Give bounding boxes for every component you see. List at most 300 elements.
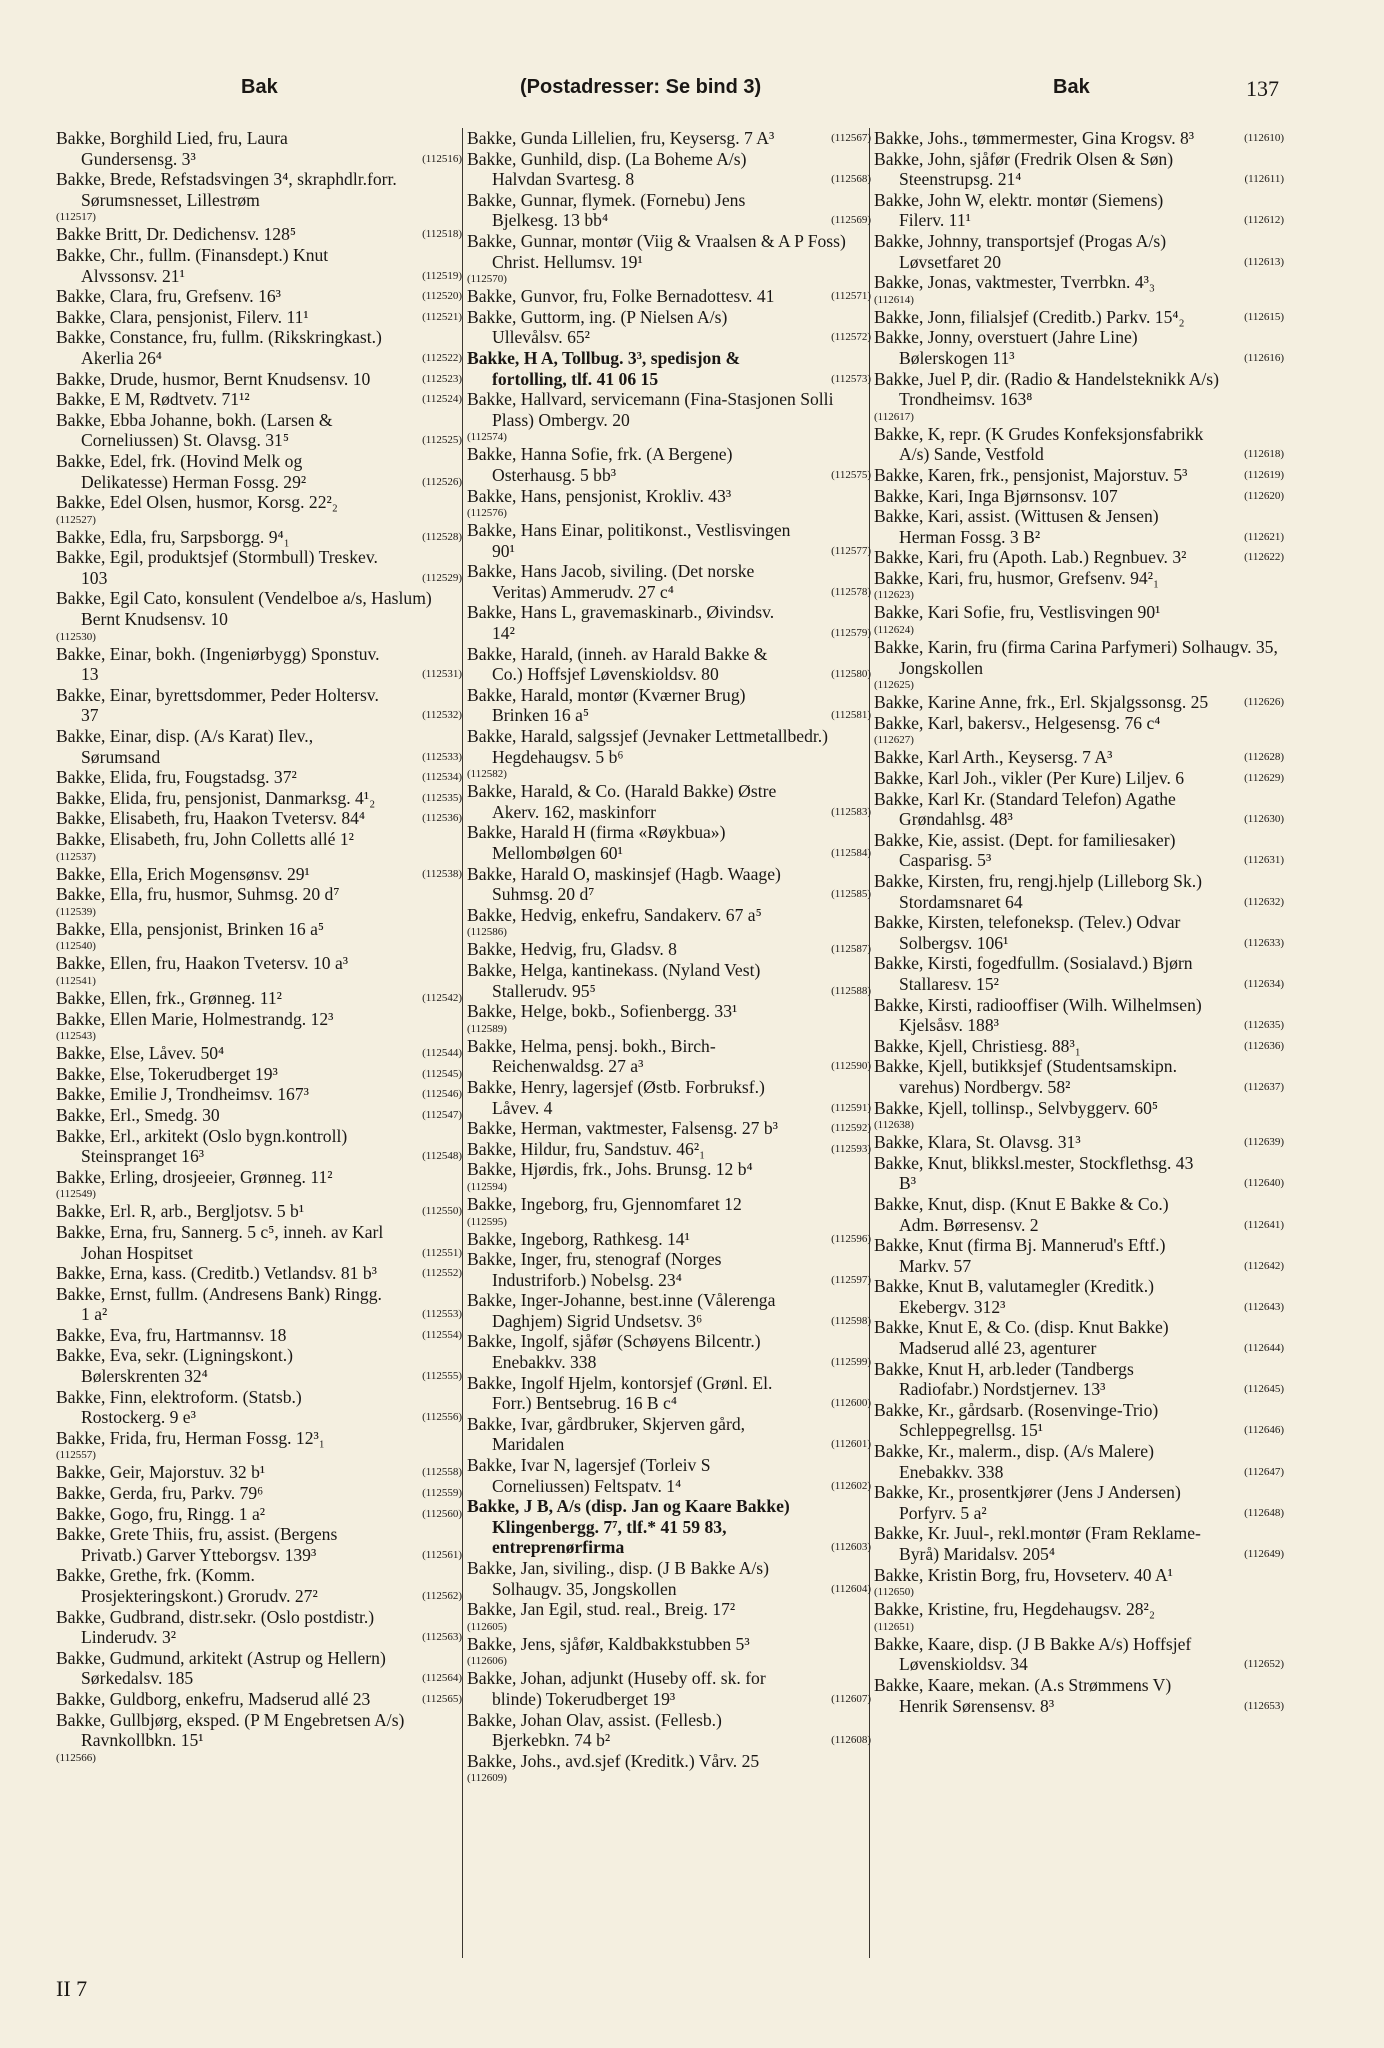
entry-code: (112520) <box>422 290 462 303</box>
entry-text: Bakke, Helga, kantinekass. (Nyland Vest) Stallerudv. 95⁵ <box>467 959 761 1001</box>
entry-code: (112582) <box>467 768 507 781</box>
entry-code: (112560) <box>422 1507 462 1520</box>
entry-text: Bakke, Kari, Inga Bjørnsonsv. 107 <box>874 485 1118 506</box>
footer-mark: II 7 <box>56 1976 88 2001</box>
entry-code: (112558) <box>422 1466 462 1479</box>
entry-text: Bakke, Karen, frk., pensjonist, Majorstuv. 5³ <box>874 464 1188 485</box>
entry-text: Bakke, Jonny, overstuert (Jahre Line) Bølerskogen 11³ <box>874 327 1138 368</box>
entry-text: Bakke, Eva, sekr. (Ligningskont.) Bølerskrenten 32⁴ <box>56 1345 293 1387</box>
entry-text: Bakke, Ivar N, lagersjef (Torleiv S Corneliussen) Feltspatv. 1⁴ <box>467 1455 711 1496</box>
entry-code: (112559) <box>422 1487 462 1500</box>
entry-text: Bakke, Knut H, arb.leder (Tandbergs Radiofabr.) Nordstjernev. 13³ <box>874 1358 1134 1400</box>
directory-entry <box>874 231 1284 272</box>
directory-entry <box>874 369 1284 424</box>
entry-text: Bakke, Erl. R, arb., Bergljotsv. 5 b¹ <box>56 1201 305 1222</box>
entry-text: Bakke, Johs., tømmermester, Gina Krogsv. 8³ <box>874 128 1195 148</box>
entry-text: Bakke, Gudbrand, distr.sekr. (Oslo postdistr.) Linderudv. 3² <box>56 1606 375 1648</box>
entry-text: Bakke, Kjell, tollinsp., Selvbyggerv. 60⁵ <box>874 1097 1159 1118</box>
entry-code: (112642) <box>1244 1259 1284 1272</box>
entry-code: (112649) <box>1244 1548 1284 1560</box>
directory-entry <box>56 1565 462 1606</box>
entry-text: Bakke, John, sjåfør (Fredrik Olsen & Søn) Steenstrupsg. 21⁴ <box>874 148 1174 190</box>
directory-entry <box>56 1201 462 1222</box>
entry-code: (112641) <box>1244 1218 1284 1231</box>
entry-code: (112612) <box>1244 214 1284 227</box>
entry-text: Bakke, Knut B, valutamegler (Kreditk.) Ekebergv. 312³ <box>874 1276 1154 1317</box>
entry-text: Bakke, Ingolf, sjåfør (Schøyens Bilcentr.) Enebakkv. 338 <box>467 1331 761 1373</box>
directory-entry <box>467 1001 871 1036</box>
entry-code: (112637) <box>1244 1080 1284 1093</box>
entry-code: (112579) <box>831 627 871 640</box>
entry-code: (112616) <box>1244 351 1284 364</box>
directory-entry <box>56 547 462 588</box>
directory-entry <box>874 1276 1284 1317</box>
entry-text: Bakke, Jan, siviling., disp. (J B Bakke A/s) Solhaugv. 35, Jongskollen <box>467 1558 770 1599</box>
entry-code: (112635) <box>1244 1019 1284 1032</box>
directory-entry <box>874 747 1284 768</box>
entry-text: Bakke, Kr. Juul-, rekl.montør (Fram Reklame-Byrå) Maridalsv. 205⁴ <box>874 1523 1201 1564</box>
entry-text: Bakke, E M, Rødtvetv. 71¹² <box>56 389 250 410</box>
column-2 <box>467 128 871 1785</box>
entry-code: (112593) <box>831 1142 871 1155</box>
entry-text: Bakke, Hildur, fru, Sandstuv. 46²₁ <box>467 1138 706 1159</box>
entry-code: (112532) <box>422 709 462 722</box>
entry-text: Bakke, Clara, pensjonist, Filerv. 11¹ <box>56 306 309 327</box>
entry-code: (112617) <box>874 410 914 423</box>
directory-entry <box>874 1634 1284 1675</box>
entry-code: (112605) <box>467 1620 507 1633</box>
directory-entry <box>874 871 1284 912</box>
directory-entry <box>56 919 462 954</box>
entry-text: Bakke, Johs., avd.sjef (Kreditk.) Vårv. 25 <box>467 1750 760 1771</box>
entry-code: (112568) <box>831 173 871 186</box>
entry-text: Bakke, Einar, disp. (A/s Karat) Ilev., Sørumsand <box>56 726 314 767</box>
entry-text: Bakke, Klara, St. Olavsg. 31³ <box>874 1132 1081 1153</box>
directory-entry <box>467 1229 871 1250</box>
entry-code: (112569) <box>831 214 871 227</box>
directory-entry <box>56 1284 462 1325</box>
entry-code: (112648) <box>1244 1506 1284 1519</box>
directory-entry <box>56 369 462 390</box>
entry-code: (112602) <box>831 1479 871 1492</box>
entry-text: Bakke, Kirsti, fogedfullm. (Sosialavd.) Bjørn Stallaresv. 15² <box>874 953 1193 994</box>
directory-entry <box>874 1359 1284 1400</box>
entry-text: Bakke, Kr., malerm., disp. (A/s Malere) Enebakkv. 338 <box>874 1441 1154 1482</box>
directory-entry <box>874 637 1284 692</box>
entry-code: (112618) <box>1244 448 1284 461</box>
directory-entry <box>467 149 871 190</box>
entry-code: (112537) <box>56 850 96 863</box>
directory-entry <box>56 1126 462 1167</box>
entry-text: Bakke, Hanna Sofie, frk. (A Bergene) Osterhausg. 5 bb³ <box>467 444 733 485</box>
entry-text: Bakke, K, repr. (K Grudes Konfeksjonsfabrikk A/s) Sande, Vestfold <box>874 423 1204 465</box>
entry-text: Bakke, Kr., prosentkjører (Jens J Andersen) Porfyrv. 5 a² <box>874 1482 1181 1523</box>
entry-text: Bakke, Ivar, gårdbruker, Skjerven gård, Maridalen <box>467 1413 746 1455</box>
entry-code: (112588) <box>831 984 871 997</box>
entry-text: Bakke, Erling, drosjeeier, Grønneg. 11² <box>56 1166 333 1187</box>
entry-text: Bakke, Kjell, butikksjef (Studentsamskipn. varehus) Nordbergv. 58² <box>874 1056 1177 1097</box>
entry-code: (112600) <box>831 1397 871 1410</box>
header-right-keyword: Bak <box>1053 76 1090 98</box>
entry-text: Bakke, Kirsten, fru, rengj.hjelp (Lilleborg Sk.) Stordamsnaret 64 <box>874 871 1203 912</box>
entry-text: Bakke, Kristin Borg, fru, Hovseterv. 40 A¹ <box>874 1564 1173 1585</box>
directory-entry <box>56 1689 462 1710</box>
entry-code: (112632) <box>1244 895 1284 908</box>
directory-entry <box>56 808 462 829</box>
entry-code: (112586) <box>467 926 507 939</box>
directory-entry <box>874 424 1284 465</box>
entry-code: (112607) <box>831 1692 871 1705</box>
entry-code: (112652) <box>1244 1658 1284 1671</box>
entry-code: (112543) <box>56 1030 96 1043</box>
entry-text: Bakke, Harald, (inneh. av Harald Bakke & Co.) Hoffsjef Løvenskioldsv. 80 <box>467 643 768 685</box>
directory-entry <box>874 272 1284 307</box>
entry-code: (112533) <box>422 750 462 763</box>
entry-text: Bakke, Ella, fru, husmor, Suhmsg. 20 d⁷ <box>56 884 340 905</box>
directory-entry <box>56 1222 462 1263</box>
entry-code: (112626) <box>1244 696 1284 709</box>
directory-entry <box>56 1387 462 1428</box>
entry-text: Bakke, Hedvig, fru, Gladsv. 8 <box>467 939 677 960</box>
entry-code: (112589) <box>467 1022 507 1035</box>
directory-entry <box>56 1607 462 1648</box>
entry-text: Bakke, Hallvard, servicemann (Fina-Stasjonen Solli Plass) Ombergv. 20 <box>467 389 834 430</box>
directory-entry <box>56 884 462 919</box>
directory-entry <box>467 781 871 822</box>
entry-code: (112526) <box>422 475 462 488</box>
directory-entry <box>874 128 1284 149</box>
entry-text: Bakke, Kaare, disp. (J B Bakke A/s) Hoffsjef Løvenskioldsv. 34 <box>874 1633 1192 1675</box>
entry-text: Bakke, Guldborg, enkefru, Madserud allé 23 <box>56 1688 371 1709</box>
entry-text: Bakke, Egil, produktsjef (Stormbull) Treskev. 103 <box>56 547 378 588</box>
directory-entry <box>467 685 871 726</box>
entry-text: Bakke, Karl Kr. (Standard Telefon) Agathe Grøndahlsg. 48³ <box>874 788 1176 830</box>
directory-entry <box>467 822 871 863</box>
directory-entry <box>467 1159 871 1194</box>
entry-code: (112583) <box>831 805 871 818</box>
directory-entry <box>56 864 462 885</box>
directory-entry <box>874 1523 1284 1564</box>
entry-text: Bakke, J B, A/s (disp. Jan og Kaare Bakke) Klingenbergg. 7⁷, tlf.* 41 59 83, entreprenørfirma <box>467 1496 790 1558</box>
directory-entry <box>467 190 871 231</box>
directory-entry <box>874 1400 1284 1441</box>
entry-text: Bakke, Elisabeth, fru, Haakon Tvetersv. 84⁴ <box>56 808 366 829</box>
entry-text: Bakke, Eva, fru, Hartmannsv. 18 <box>56 1324 287 1345</box>
column-3 <box>874 128 1284 1716</box>
entry-code: (112554) <box>422 1328 462 1341</box>
entry-code: (112584) <box>831 847 871 859</box>
entry-text: Bakke, Gunnar, flymek. (Fornebu) Jens Bjelkesg. 13 bb⁴ <box>467 189 746 231</box>
entry-code: (112638) <box>874 1119 914 1132</box>
entry-text: Bakke, Kjell, Christiesg. 88³₁ <box>874 1035 1081 1056</box>
entry-text: Bakke, Johan Olav, assist. (Fellesb.) Bjerkebkn. 74 b² <box>467 1709 722 1751</box>
entry-code: (112620) <box>1244 489 1284 502</box>
entry-text: Bakke, Karl Joh., vikler (Per Kure) Liljev. 6 <box>874 768 1185 789</box>
entry-code: (112581) <box>831 709 871 722</box>
directory-entry <box>467 1249 871 1290</box>
entry-code: (112613) <box>1244 255 1284 268</box>
entry-code: (112544) <box>422 1047 462 1060</box>
entry-text: Bakke, Inger, fru, stenograf (Norges Industriforb.) Nobelsg. 23⁴ <box>467 1249 722 1290</box>
directory-entry <box>467 1118 871 1139</box>
entry-text: Bakke, Kie, assist. (Dept. for familiesaker) Casparisg. 5³ <box>874 829 1176 871</box>
entry-code: (112578) <box>831 585 871 598</box>
entry-text: Bakke, Egil Cato, konsulent (Vendelboe a/s, Haslum) Bernt Knudsensv. 10 <box>56 588 432 630</box>
directory-entry <box>467 561 871 602</box>
directory-entry <box>467 1710 871 1751</box>
directory-entry <box>467 1290 871 1331</box>
entry-code: (112577) <box>831 544 871 557</box>
entry-text: Bakke, Ernst, fullm. (Andresens Bank) Ringg. 1 a² <box>56 1283 382 1325</box>
entry-code: (112633) <box>1244 936 1284 949</box>
entry-text: Bakke, Guttorm, ing. (P Nielsen A/s) Ullevålsv. 65² <box>467 306 728 348</box>
entry-code: (112530) <box>56 630 96 643</box>
entry-text: Bakke, Harald, salgssjef (Jevnaker Lettmetallbedr.) Hegdehaugsv. 5 b⁶ <box>467 726 829 767</box>
entry-code: (112604) <box>831 1582 871 1595</box>
entry-code: (112547) <box>422 1108 462 1121</box>
directory-entry <box>874 1482 1284 1523</box>
directory-entry <box>56 492 462 527</box>
directory-entry <box>56 1524 462 1565</box>
directory-entry <box>56 767 462 788</box>
directory-entry <box>56 286 462 307</box>
directory-entry <box>467 905 871 940</box>
directory-entry <box>467 1599 871 1634</box>
entry-text: Bakke, Helge, bokb., Sofienbergg. 33¹ <box>467 1001 738 1022</box>
entry-text: Bakke, Kirsten, telefoneksp. (Telev.) Odvar Solbergsv. 106¹ <box>874 912 1181 953</box>
entry-code: (112527) <box>56 513 96 526</box>
entry-code: (112636) <box>1244 1039 1284 1052</box>
directory-entry <box>467 1414 871 1455</box>
directory-entry <box>467 444 871 485</box>
entry-code: (112621) <box>1244 530 1284 543</box>
entry-text: Bakke, Elisabeth, fru, John Colletts allé 1² <box>56 829 354 849</box>
entry-text: Bakke, Helma, pensj. bokh., Birch-Reichenwaldsg. 27 a³ <box>467 1035 716 1077</box>
column-1 <box>56 128 462 1765</box>
entry-text: Bakke, Edla, fru, Sarpsborgg. 9⁴₁ <box>56 526 290 547</box>
column-divider <box>462 128 463 1958</box>
directory-entry <box>874 1153 1284 1194</box>
directory-entry <box>56 327 462 368</box>
entry-text: Bakke, Henry, lagersjef (Østb. Forbruksf.) Låvev. 4 <box>467 1076 765 1118</box>
directory-entry <box>56 726 462 767</box>
entry-text: Bakke, Kari Sofie, fru, Vestlisvingen 90¹ <box>874 602 1161 623</box>
entry-text: Bakke, Hans, pensjonist, Krokliv. 43³ <box>467 485 732 506</box>
directory-entry <box>56 245 462 286</box>
directory-entry <box>874 768 1284 789</box>
entry-code: (112528) <box>422 530 462 543</box>
entry-code: (112555) <box>422 1370 462 1383</box>
entry-code: (112575) <box>831 468 871 481</box>
entry-text: Bakke, Gullbjørg, eksped. (P M Engebretsen A/s) Ravnkollbkn. 15¹ <box>56 1709 405 1751</box>
directory-entry <box>467 1751 871 1786</box>
entry-text: Bakke, Finn, elektroform. (Statsb.) Rostockerg. 9 e³ <box>56 1386 302 1428</box>
entry-code: (112566) <box>56 1751 96 1764</box>
entry-text: Bakke, Karin, fru (firma Carina Parfymeri) Solhaugv. 35, Jongskollen <box>874 637 1278 678</box>
directory-entry <box>56 1428 462 1463</box>
directory-entry <box>874 830 1284 871</box>
directory-entry <box>56 685 462 726</box>
entry-code: (112651) <box>874 1620 914 1633</box>
directory-entry <box>56 389 462 410</box>
entry-text: Bakke, Ellen, frk., Grønneg. 11² <box>56 987 282 1008</box>
entry-text: Bakke, Ebba Johanne, bokh. (Larsen & Corneliussen) St. Olavsg. 31⁵ <box>56 409 333 451</box>
entry-code: (112644) <box>1244 1342 1284 1355</box>
directory-entry <box>467 726 871 781</box>
directory-entry <box>467 960 871 1001</box>
directory-entry <box>467 520 871 561</box>
entry-code: (112639) <box>1244 1136 1284 1149</box>
entry-text: Bakke, Ellen, fru, Haakon Tvetersv. 10 a³ <box>56 953 349 974</box>
directory-entry <box>56 1167 462 1202</box>
entry-text: Bakke, Constance, fru, fullm. (Rikskringkast.) Akerlia 26⁴ <box>56 327 382 368</box>
entry-text: Bakke, Ella, Erich Mogensønsv. 29¹ <box>56 863 310 884</box>
entry-text: Bakke, Kari, fru (Apoth. Lab.) Regnbuev. 3² <box>874 547 1187 568</box>
entry-text: Bakke, Drude, husmor, Bernt Knudsensv. 10 <box>56 368 371 389</box>
directory-entry <box>467 1331 871 1372</box>
entry-text: Bakke, Karine Anne, frk., Erl. Skjalgssonsg. 25 <box>874 692 1209 713</box>
directory-entry <box>56 527 462 548</box>
directory-entry <box>874 327 1284 368</box>
entry-text: Bakke, Gunvor, fru, Folke Bernadottesv. 41 <box>467 286 775 307</box>
entry-code: (112640) <box>1244 1177 1284 1190</box>
directory-entry <box>874 995 1284 1036</box>
entry-text: Bakke, Frida, fru, Herman Fossg. 12³₁ <box>56 1427 325 1448</box>
directory-entry <box>467 1139 871 1160</box>
entry-text: Bakke, Knut E, & Co. (disp. Knut Bakke) Madserud allé 23, agenturer <box>874 1317 1169 1359</box>
entry-code: (112631) <box>1244 854 1284 867</box>
entry-text: Bakke, Karl Arth., Keysersg. 7 A³ <box>874 747 1113 768</box>
directory-entry <box>56 1263 462 1284</box>
entry-text: Bakke, Harald O, maskinsjef (Hagb. Waage) Suhmsg. 20 d⁷ <box>467 863 781 905</box>
entry-code: (112564) <box>422 1672 462 1685</box>
directory-entry <box>467 864 871 905</box>
directory-entry <box>874 465 1284 486</box>
directory-entry <box>467 1194 871 1229</box>
entry-text: Bakke, Inger-Johanne, best.inne (Vålerenga Daghjem) Sigrid Undsetsv. 3⁶ <box>467 1290 776 1331</box>
directory-entry <box>467 602 871 643</box>
entry-code: (112548) <box>422 1150 462 1163</box>
directory-entry <box>467 644 871 685</box>
entry-code: (112645) <box>1244 1383 1284 1396</box>
entry-text: Bakke, Ingeborg, fru, Gjennomfaret 12 <box>467 1193 742 1214</box>
entry-code: (112524) <box>422 393 462 406</box>
entry-text: Bakke, Johnny, transportsjef (Progas A/s) Løvsetfaret 20 <box>874 230 1167 272</box>
directory-entry <box>467 939 871 960</box>
entry-code: (112601) <box>831 1438 871 1451</box>
entry-code: (112608) <box>831 1734 871 1747</box>
entry-code: (112580) <box>831 668 871 681</box>
header-center-note: (Postadresser: Se bind 3) <box>520 76 762 98</box>
entry-code: (112552) <box>422 1267 462 1280</box>
directory-entry <box>56 1325 462 1346</box>
entry-code: (112546) <box>422 1088 462 1101</box>
entry-text: Bakke, Karl, bakersv., Helgesensg. 76 c⁴ <box>874 712 1161 733</box>
entry-code: (112531) <box>422 668 462 681</box>
entry-code: (112599) <box>831 1356 871 1369</box>
directory-entry <box>874 1675 1284 1716</box>
directory-entry <box>56 1648 462 1689</box>
directory-entry <box>56 1462 462 1483</box>
entry-code: (112557) <box>56 1449 96 1462</box>
entry-code: (112556) <box>422 1411 462 1424</box>
entry-text: Bakke, Einar, byrettsdommer, Peder Holtersv. 37 <box>56 684 379 726</box>
entry-text: Bakke, Edel, frk. (Hovind Melk og Delikatesse) Herman Fossg. 29² <box>56 450 307 492</box>
directory-entry <box>874 692 1284 713</box>
entry-code: (112542) <box>422 991 462 1004</box>
entry-code: (112591) <box>831 1101 871 1114</box>
entry-code: (112627) <box>874 734 914 747</box>
entry-code: (112619) <box>1244 468 1284 481</box>
directory-entry <box>56 988 462 1009</box>
directory-entry <box>467 1668 871 1709</box>
directory-entry <box>874 307 1284 328</box>
entry-code: (112541) <box>56 974 96 987</box>
entry-code: (112518) <box>422 228 462 241</box>
directory-entry <box>56 788 462 809</box>
page-header <box>56 76 1290 110</box>
entry-text: Bakke, Kr., gårdsarb. (Rosenvinge-Trio) Schleppegrellsg. 15¹ <box>874 1399 1159 1441</box>
directory-entry <box>467 1496 871 1558</box>
entry-code: (112540) <box>56 940 96 953</box>
directory-entry <box>56 1043 462 1064</box>
entry-text: Bakke, Harald, montør (Kværner Brug) Brinken 16 a⁵ <box>467 684 746 726</box>
directory-entry <box>467 1036 871 1077</box>
entry-text: Bakke, Jonas, vaktmester, Tverrbkn. 4³₃ <box>874 272 1156 293</box>
entry-text: Bakke, Kari, fru, husmor, Grefsenv. 94²₁ <box>874 567 1160 588</box>
entry-text: Bakke, Juel P, dir. (Radio & Handelsteknikk A/s) Trondheimsv. 163⁸ <box>874 368 1220 410</box>
entry-text: Bakke, Kaare, mekan. (A.s Strømmens V) Henrik Sørensensv. 8³ <box>874 1674 1172 1716</box>
entry-text: Bakke, Jan Egil, stud. real., Breig. 17² <box>467 1599 736 1620</box>
entry-text: Bakke, Hans L, gravemaskinarb., Øivindsv. 14² <box>467 602 775 644</box>
entry-code: (112598) <box>831 1314 871 1327</box>
entry-text: Bakke, Herman, vaktmester, Falsensg. 27 b³ <box>467 1118 778 1139</box>
directory-entry <box>467 1373 871 1414</box>
entry-code: (112610) <box>1244 132 1284 144</box>
entry-code: (112523) <box>422 372 462 385</box>
entry-text: Bakke, Knut, blikksl.mester, Stockflethsg. 43 B³ <box>874 1152 1194 1194</box>
entry-code: (112653) <box>1244 1699 1284 1712</box>
directory-entry <box>56 410 462 451</box>
directory-entry <box>56 224 462 245</box>
directory-entry <box>874 149 1284 190</box>
directory-entry <box>874 789 1284 830</box>
directory-entry <box>874 1317 1284 1358</box>
entry-code: (112630) <box>1244 813 1284 826</box>
entry-code: (112565) <box>422 1692 462 1705</box>
entry-text: Bakke, Hjørdis, frk., Johs. Brunsg. 12 b⁴ <box>467 1159 753 1180</box>
directory-entry <box>56 953 462 988</box>
entry-text: Bakke, Knut (firma Bj. Mannerud's Eftf.) Markv. 57 <box>874 1235 1166 1276</box>
directory-entry <box>56 644 462 685</box>
entry-code: (112550) <box>422 1205 462 1218</box>
entry-text: Bakke, Johan, adjunkt (Huseby off. sk. for blinde) Tokerudberget 19³ <box>467 1668 766 1709</box>
entry-text: Bakke, Gudmund, arkitekt (Astrup og Hellern) Sørkedalsv. 185 <box>56 1647 386 1689</box>
entry-text: Bakke, Jens, sjåfør, Kaldbakkstubben 5³ <box>467 1633 750 1654</box>
entry-code: (112573) <box>831 372 871 385</box>
entry-code: (112624) <box>874 624 914 637</box>
entry-code: (112625) <box>874 679 914 692</box>
directory-entry <box>874 1194 1284 1235</box>
directory-entry <box>874 912 1284 953</box>
directory-entry <box>874 713 1284 748</box>
entry-code: (112629) <box>1244 772 1284 785</box>
directory-entry <box>56 307 462 328</box>
entry-code: (112517) <box>56 211 96 224</box>
entry-code: (112551) <box>422 1246 462 1259</box>
entry-code: (112522) <box>422 351 462 364</box>
directory-entry <box>56 1345 462 1386</box>
